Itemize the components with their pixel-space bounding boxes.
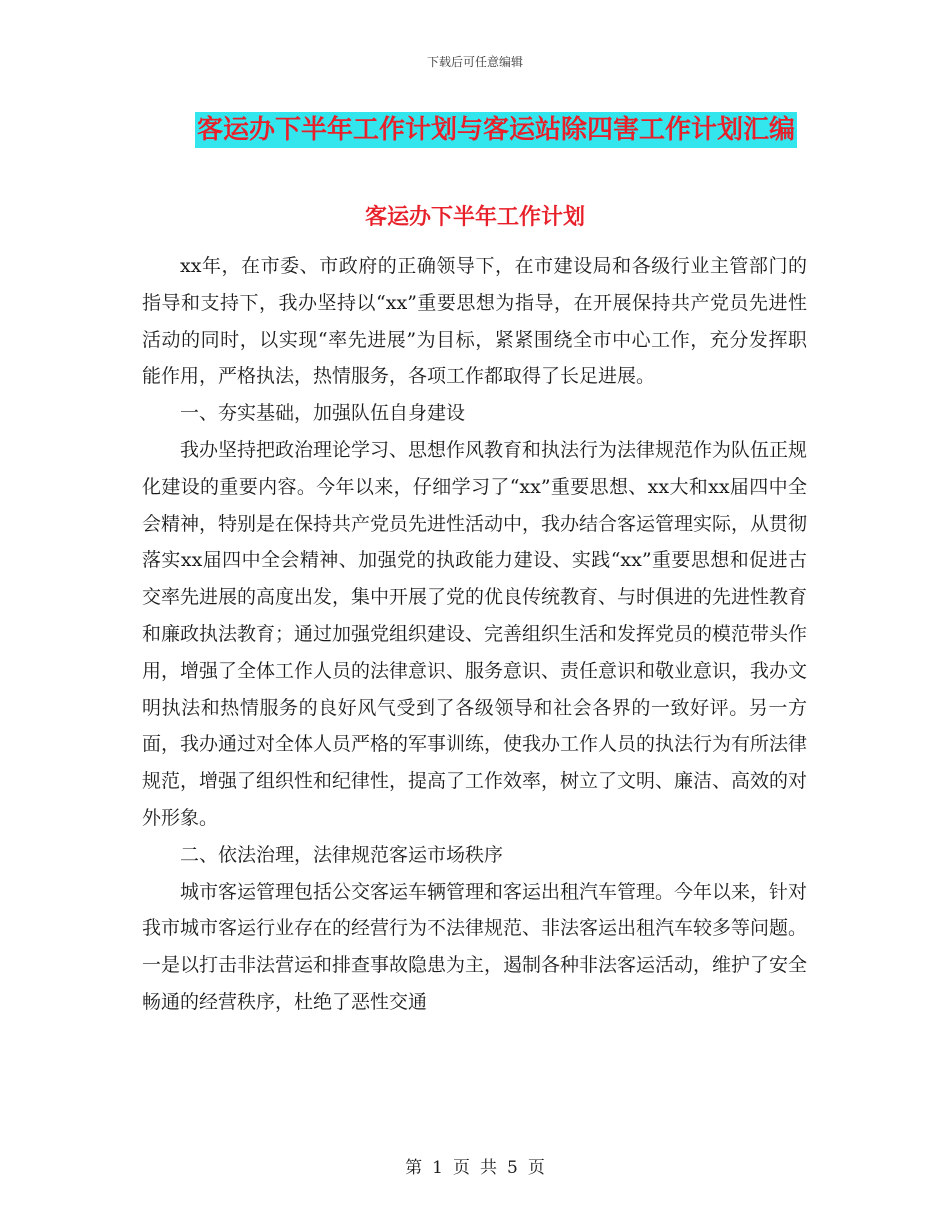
document-main-title: 客运办下半年工作计划与客运站除四害工作计划汇编 [195,112,797,148]
footer-prefix: 第 [405,1158,423,1178]
main-title-container [0,112,950,148]
section-title: 客运办下半年工作计划 [364,205,585,230]
paragraph-one: 我办坚持把政治理论学习、思想作风教育和执法行为法律规范作为队伍正规化建设的重要内容。今年以来，仔细学习了“xx”重要思想、xx大和xx届四中全会精神，特别是在保持共产党员先进性活动中，我办结合客运管理实际，从贯彻落实xx届四中全会精神、加强党的执政能力建设、实践“xx”重要思想和促进古交率先进展的高度出发，集中开展了党的优良传统教育、与时俱进的先进性教育和廉政执法教育；通过加强党组织建设、完善组织生活和发挥党员的模范带头作用，增强了全体工作人员的法律意识、服务意识、责任意识和敬业意识，我办文明执法和热情服务的良好风气受到了各级领导和社会各界的一致好评。另一方面，我办通过对全体人员严格的军事训练，使我办工作人员的执法行为有所法律规范，增强了组织性和纪律性，提高了工作效率，树立了文明、廉洁、高效的对外形象。 [142,438,808,829]
footer-suffix: 页 [527,1158,545,1178]
paragraph-two: 城市客运管理包括公交客运车辆管理和客运出租汽车管理。今年以来，针对我市城市客运行业存在的经营行为不法律规范、非法客运出租汽车较多等问题。一是以打击非法营运和排查事故隐患为主，遏制各种非法客运活动，维护了安全畅通的经营秩序，杜绝了恶性交通 [142,880,808,1013]
heading-one: 一、夯实基础，加强队伍自身建设 [180,402,466,425]
footer-page-label: 页 [453,1158,470,1178]
paragraph-intro: xx年，在市委、市政府的正确领导下，在市建设局和各级行业主管部门的指导和支持下，我办坚持以“xx”重要思想为指导，在开展保持共产党员先进性活动的同时，以实现“率先进展”为目标，紧紧围绕全市中心工作，充分发挥职能作用，严格执法，热情服务，各项工作都取得了长足进展。 [142,255,807,388]
footer-page-number: 1 [432,1158,443,1178]
footer-total-label: 共 [480,1158,497,1178]
document-body [142,248,807,1021]
heading-two: 二、依法治理，法律规范客运市场秩序 [180,843,504,866]
page-footer [0,1153,950,1178]
page-header-note: 下载后可任意编辑 [426,55,523,69]
footer-total-pages: 5 [507,1158,518,1178]
